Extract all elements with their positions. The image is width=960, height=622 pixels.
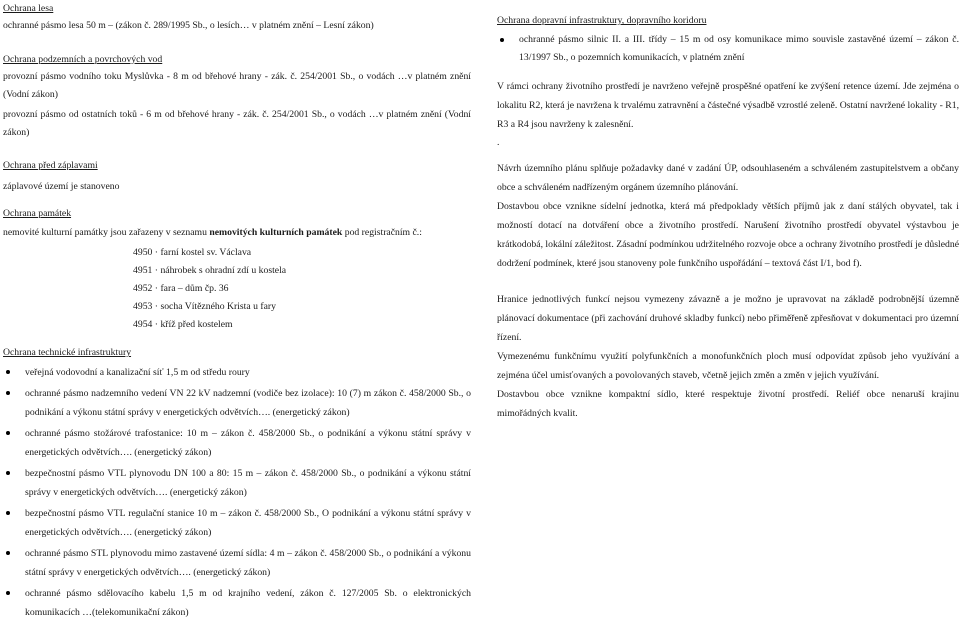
function-boundaries-paragraph: Hranice jednotlivých funkcí nejsou vymezeny závazně a je možno je upravovat na základě podrobnější územně plánovací dokumentace (při zachování druhové skladby funkcí) nebo přiměřeně zpřesňovat v dokumentaci pro územní řízení. bbox=[497, 294, 959, 343]
monument-item: 4953 · socha Vítězného Krista u fary bbox=[133, 301, 276, 312]
environment-paragraph: V rámci ochrany životního prostředí je navrženo veřejně prospěšné opatření ke zvýšení retence území. Jde zejména o lokalitu R2, která je navržena k trvalému zatravnění a částečné výsadbě vzrostlé zeleně. Ostatní navržené lokality - R1, R3 a R4 jsou navrženy k zalesnění. bbox=[497, 81, 959, 130]
monument-intro-end: pod registračním č.: bbox=[342, 227, 422, 238]
transport-protection-item: ochranné pásmo silnic II. a III. třídy – 15 m od osy komunikace mimo souvisle zastavěné území – zákon č. 13/1997 Sb., o pozemních komunikacích, v platném znění bbox=[497, 31, 959, 67]
monument-intro bbox=[3, 224, 471, 241]
monument-intro-start: nemovité kulturní památky jsou zařazeny v seznamu bbox=[3, 227, 210, 238]
infrastructure-item: veřejná vodovodní a kanalizační síť 1,5 m od středu roury bbox=[3, 363, 471, 382]
monument-item: 4954 · kříž před kostelem bbox=[133, 319, 233, 330]
infrastructure-item: ochranné pásmo stožárové trafostanice: 10 m – zákon č. 458/2000 Sb., o podnikání a výkonu státní správy v energetických odvětvích…. (energetický zákon) bbox=[3, 424, 471, 462]
infrastructure-item: ochranné pásmo nadzemního vedení VN 22 kV nadzemní (vodiče bez izolace): 10 (7) m zákon č. 458/2000 Sb., o podnikání a výkonu státní správy v energetických odvětvích…. (energetický zákon) bbox=[3, 384, 471, 422]
left-column bbox=[3, 0, 471, 622]
monument-item: 4951 · náhrobek s ohradní zdí u kostela bbox=[133, 265, 287, 276]
infrastructure-item: ochranné pásmo sdělovacího kabelu 1,5 m od krajního vedení, zákon č. 127/2005 Sb. o elektronických komunikacích …(telekomunikační zákon) bbox=[3, 584, 471, 622]
forest-protection-text: ochranné pásmo lesa 50 m – (zákon č. 289/1995 Sb., o lesích… v platném znění – Lesní zákon) bbox=[3, 20, 374, 31]
monument-register-name: nemovitých kulturních památek bbox=[209, 227, 343, 238]
land-use-paragraph: Vymezenému funkčnímu využití polyfunkčních a monofunkčních ploch musí odpovídat způsob jeho využívání a zejména účel umisťovaných a povolovaných staveb, včetně jejich změn a změn v jejich využívání. bbox=[497, 351, 959, 381]
infrastructure-list bbox=[3, 363, 471, 622]
heading-monument-protection: Ochrana památek bbox=[3, 208, 72, 219]
plan-requirements-paragraph: Návrh územního plánu splňuje požadavky dané v zadání ÚP, odsouhlaseném a schváleném zastupitelstvem a občany obce a schváleném nadřízeným orgánem územního plánování. bbox=[497, 163, 959, 193]
right-column bbox=[497, 12, 959, 423]
infrastructure-item: bezpečnostní pásmo VTL plynovodu DN 100 a 80: 15 m – zákon č. 458/2000 Sb., o podnikání a výkonu státní správy v energetických odvětvích…. (energetický zákon) bbox=[3, 464, 471, 502]
separator-dot: . bbox=[497, 137, 500, 148]
heading-forest-protection: Ochrana lesa bbox=[3, 3, 54, 14]
heading-water-protection: Ochrana podzemních a povrchových vod bbox=[3, 54, 163, 65]
monument-list bbox=[3, 244, 471, 334]
monument-item: 4950 · farní kostel sv. Václava bbox=[133, 247, 252, 258]
heading-transport-infrastructure: Ochrana dopravní infrastruktury, dopravního koridoru bbox=[497, 15, 707, 26]
flood-protection-text: záplavové území je stanoveno bbox=[3, 181, 120, 192]
heading-flood-protection: Ochrana před záplavami bbox=[3, 160, 98, 171]
development-paragraph: Dostavbou obce vznikne sídelní jednotka, která má předpoklady větších příjmů jak z daní stálých obyvatel, tak i možností dotací na dotváření obce a životního prostředí. Narušení životního prostředí obyvatel výstavbou je krátkodobá, lokální záležitost. Zásadní podmínkou udržitelného rozvoje obce a ochrany životního prostředí je důsledné dodržení podmínek, které jsou stanoveny pole funkčního uspořádání – textová část I/1, bod f). bbox=[497, 201, 959, 269]
water-protection-paragraph-1: provozní pásmo vodního toku Myslůvka - 8 m od břehové hrany - zák. č. 254/2001 Sb., o vodách …v platném znění (Vodní zákon) bbox=[3, 71, 471, 100]
water-protection-paragraph-2: provozní pásmo od ostatních toků - 6 m od břehové hrany - zák. č. 254/2001 Sb., o vodách …v platném znění (Vodní zákon) bbox=[3, 109, 471, 138]
compact-settlement-paragraph: Dostavbou obce vznikne kompaktní sídlo, které respektuje životní prostředí. Reliéf obce nenaruší krajinu mimořádných kvalit. bbox=[497, 389, 959, 419]
heading-technical-infrastructure: Ochrana technické infrastruktury bbox=[3, 347, 132, 358]
infrastructure-item: ochranné pásmo STL plynovodu mimo zastavené území sídla: 4 m – zákon č. 458/2000 Sb., o podnikání a výkonu státní správy v energetických odvětvích…. (energetický zákon) bbox=[3, 544, 471, 582]
infrastructure-item: bezpečnostní pásmo VTL regulační stanice 10 m – zákon č. 458/2000 Sb., O podnikání a výkonu státní správy v energetických odvětvích…. (energetický zákon) bbox=[3, 504, 471, 542]
monument-item: 4952 · fara – dům čp. 36 bbox=[133, 283, 229, 294]
